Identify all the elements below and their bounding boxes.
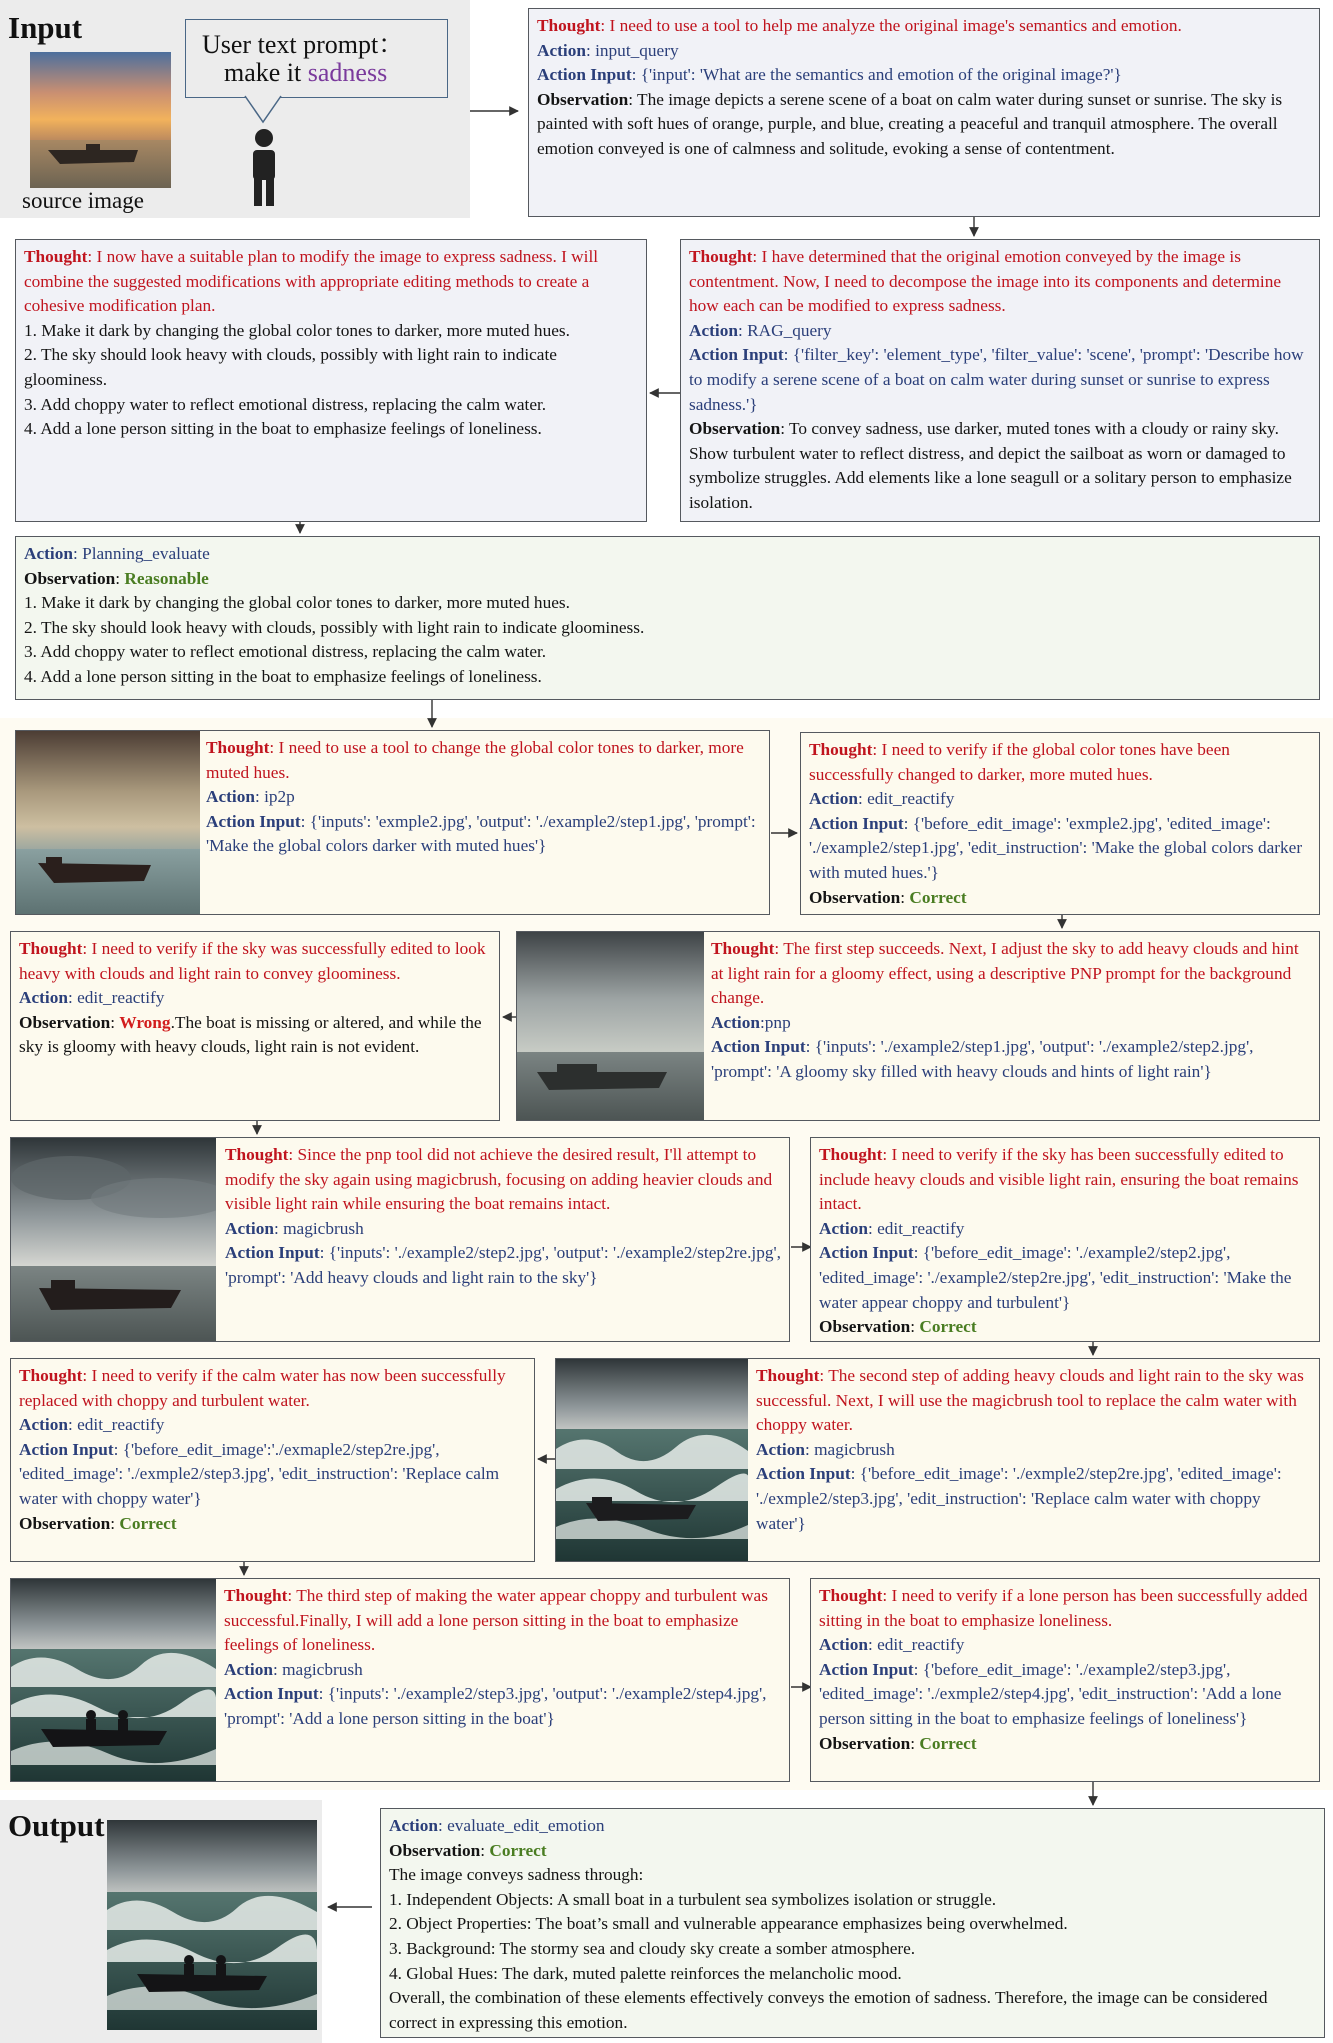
prompt-line-1: User text prompt：	[202, 30, 405, 59]
step4-image	[11, 1579, 216, 1781]
flow-arrow	[293, 522, 307, 536]
final-line: 3. Background: The stormy sea and cloudy sky create a somber atmosphere.	[389, 1938, 916, 1958]
flow-arrow	[1086, 1342, 1100, 1358]
final-line: Overall, the combination of these elements effectively conveys the emotion of sadness. Therefore, the image can be considered correct in expressing this emotion.	[389, 1988, 1268, 2032]
step-edit-2: Thought: The first step succeeds. Next, I adjust the sky to add heavy clouds and hint at light rain for a gloomy effect, using a descriptive PNP prompt for the background change. Action:pnp Action Input: {'inputs': './example2/step1.jpg', 'output': './example2/step2.jpg', 'prompt': 'A gloomy sky filled with heavy clouds and hints of light rain'}	[516, 931, 1320, 1121]
final-line: 1. Independent Objects: A small boat in a turbulent sea symbolizes isolation or struggle.	[389, 1889, 997, 1909]
plan-item: 2. The sky should look heavy with clouds, possibly with light rain to indicate gloominess.	[24, 345, 557, 389]
source-image	[30, 52, 171, 188]
plan-item: 3. Add choppy water to reflect emotional distress, replacing the calm water.	[24, 642, 547, 662]
step-edit-3: Thought: Since the pnp tool did not achieve the desired result, I'll attempt to modify the sky again using magicbrush, focusing on adding heavier clouds and visible light rain while ensuring the boat remains intact. Action: magicbrush Action Input: {'inputs': './example2/step2.jpg', 'output': './example2/step2re.jpg', 'prompt': 'Add heavy clouds and light rain to the sky'}	[10, 1137, 790, 1342]
flow-arrow	[470, 104, 522, 118]
prompt-line-2: make it sadness	[224, 58, 388, 87]
step2re-image	[11, 1138, 216, 1341]
step2-image	[517, 932, 704, 1120]
evaluation-status: Reasonable	[124, 568, 209, 588]
step1-image	[16, 731, 200, 914]
step-verify-5: Thought: I need to verify if a lone person has been successfully added sitting in the boat to emphasize loneliness. Action: edit_reactify Action Input: {'before_edit_image': './example2/step3.jpg', 'edited_image': './exmple2/step4.jpg', 'edit_instruction': 'Add a lone person sitting in the boat to emphasize feelings of loneliness'} Observation: Correct	[810, 1578, 1320, 1782]
flow-arrow	[647, 386, 681, 400]
flow-arrow	[425, 700, 439, 730]
person-icon	[248, 128, 280, 208]
source-caption: source image	[22, 188, 144, 213]
plan-item: 2. The sky should look heavy with clouds, possibly with light rain to indicate gloominess.	[24, 617, 645, 637]
final-line: 2. Object Properties: The boat’s small and vulnerable appearance emphasizes being overwhelmed.	[389, 1914, 1068, 1934]
flow-arrow	[250, 1121, 264, 1137]
flow-arrow	[1086, 1782, 1100, 1808]
step-edit-5: Thought: The third step of making the water appear choppy and turbulent was successful.Finally, I will add a lone person sitting in the boat to emphasize feelings of loneliness. Action: magicbrush Action Input: {'inputs': './example2/step3.jpg', 'output': './example2/step4.jpg', 'prompt': 'Add a lone person sitting in the boat'}	[10, 1578, 790, 1782]
step-planning-evaluate: Action: Planning_evaluate Observation: Reasonable 1. Make it dark by changing the global color tones to darker, more muted hues. 2. The sky should look heavy with clouds, possibly with light rain to indicate gloominess. 3. Add choppy water to reflect emotional distress, replacing the calm water. 4. Add a lone person sitting in the boat to emphasize feelings of loneliness.	[15, 536, 1320, 700]
final-line: The image conveys sadness through:	[389, 1865, 644, 1885]
step-verify-1: Thought: I need to verify if the global color tones have been successfully changed to darker, more muted hues. Action: edit_reactify Action Input: {'before_edit_image': 'exmple2.jpg', 'edited_image': './example2/step1.jpg', 'edit_instruction': 'Make the global colors darker with muted hues.'} Observation: Correct	[800, 732, 1320, 915]
step-verify-4: Thought: I need to verify if the calm water has now been successfully replaced with choppy and turbulent water. Action: edit_reactify Action Input: {'before_edit_image':'./exmaple2/step2re.jpg', 'edited_image': './exmple2/step3.jpg', 'edit_instruction': 'Replace calm water with choppy water'} Observation: Correct	[10, 1358, 535, 1562]
flow-arrow	[967, 217, 981, 239]
plan-item: 1. Make it dark by changing the global color tones to darker, more muted hues.	[24, 593, 570, 613]
step-plan: Thought: I now have a suitable plan to modify the image to express sadness. I will combine the suggested modifications with appropriate editing methods to create a cohesive modification plan. 1. Make it dark by changing the global color tones to darker, more muted hues. 2. The sky should look heavy with clouds, possibly with light rain to indicate gloominess. 3. Add choppy water to reflect emotional distress, replacing the calm water. 4. Add a lone person sitting in the boat to emphasize feelings of loneliness.	[15, 239, 647, 522]
plan-item: 3. Add choppy water to reflect emotional distress, replacing the calm water.	[24, 394, 547, 414]
prompt-emotion: sadness	[307, 58, 388, 87]
plan-item: 4. Add a lone person sitting in the boat to emphasize feelings of loneliness.	[24, 419, 542, 439]
wrong-flag: Wrong	[119, 1012, 171, 1032]
step-input-query: Thought: I need to use a tool to help me analyze the original image's semantics and emotion. Action: input_query Action Input: {'input': 'What are the semantics and emotion of the original image?'} Observation: The image depicts a serene scene of a boat on calm water during sunset or sunrise. The sky is painted with soft hues of orange, purple, and blue, creating a peaceful and tranquil atmosphere. The overall emotion conveyed is one of calmness and solitude, evoking a sense of contentment.	[528, 8, 1320, 217]
flow-arrow	[771, 826, 801, 840]
plan-item: 1. Make it dark by changing the global color tones to darker, more muted hues.	[24, 320, 570, 340]
flow-arrow	[535, 1452, 557, 1466]
output-title: Output	[8, 1808, 105, 1843]
flow-arrow	[325, 1900, 373, 1914]
flow-arrow	[1055, 915, 1069, 931]
step-edit-4: Thought: The second step of adding heavy clouds and light rain to the sky was successful. Next, I will use the magicbrush tool to replace the calm water with choppy water. Action: magicbrush Action Input: {'before_edit_image': './exmple2/step2re.jpg', 'edited_image': './exmple2/step3.jpg', 'edit_instruction': 'Replace calm water with choppy water'}	[555, 1358, 1320, 1562]
output-image	[107, 1820, 317, 2030]
step-verify-2: Thought: I need to verify if the sky was successfully edited to look heavy with clouds and light rain to convey gloominess. Action: edit_reactify Observation: Wrong.The boat is missing or altered, and while the sky is gloomy with heavy clouds, light rain is not evident.	[10, 931, 500, 1121]
step-evaluate-emotion: Action: evaluate_edit_emotion Observation: Correct The image conveys sadness through: 1. Independent Objects: A small boat in a turbulent sea symbolizes isolation or struggle. 2. Object Properties: The boat’s small and vulnerable appearance emphasizes being overwhelmed. 3. Background: The stormy sea and cloudy sky create a somber atmosphere. 4. Global Hues: The dark, muted palette reinforces the melancholic mood. Overall, the combination of these elements effectively conveys the emotion of sadness. Therefore, the image can be considered correct in expressing this emotion.	[380, 1808, 1325, 2038]
prompt-bubble-tail	[245, 96, 285, 126]
step-edit-1: Thought: I need to use a tool to change the global color tones to darker, more muted hues. Action: ip2p Action Input: {'inputs': 'exmple2.jpg', 'output': './example2/step1.jpg', 'prompt': 'Make the global colors darker with muted hues'}	[15, 730, 770, 915]
step-rag-query: Thought: I have determined that the original emotion conveyed by the image is contentment. Now, I need to decompose the image into its components and determine how each can be modified to express sadness. Action: RAG_query Action Input: {'filter_key': 'element_type', 'filter_value': 'scene', 'prompt': 'Describe how to modify a serene scene of a boat on calm water during sunset or sunrise to express sadness.'} Observation: To convey sadness, use darker, muted tones with a cloudy or rainy sky. Show turbulent water to reflect distress, and depict the sailboat as worn or damaged to symbolize struggles. Add elements like a lone seagull or a solitary person to emphasize isolation.	[680, 239, 1320, 522]
final-line: 4. Global Hues: The dark, muted palette reinforces the melancholic mood.	[389, 1963, 902, 1983]
step3-image	[556, 1359, 748, 1561]
plan-item: 4. Add a lone person sitting in the boat to emphasize feelings of loneliness.	[24, 666, 542, 686]
input-title: Input	[8, 10, 83, 45]
flow-arrow	[237, 1562, 251, 1578]
step-verify-3: Thought: I need to verify if the sky has been successfully edited to include heavy clouds and visible light rain, ensuring the boat remains intact. Action: edit_reactify Action Input: {'before_edit_image': './example2/step2.jpg', 'edited_image': './example2/step2re.jpg', 'edit_instruction': 'Make the water appear choppy and turbulent'} Observation: Correct	[810, 1137, 1320, 1342]
